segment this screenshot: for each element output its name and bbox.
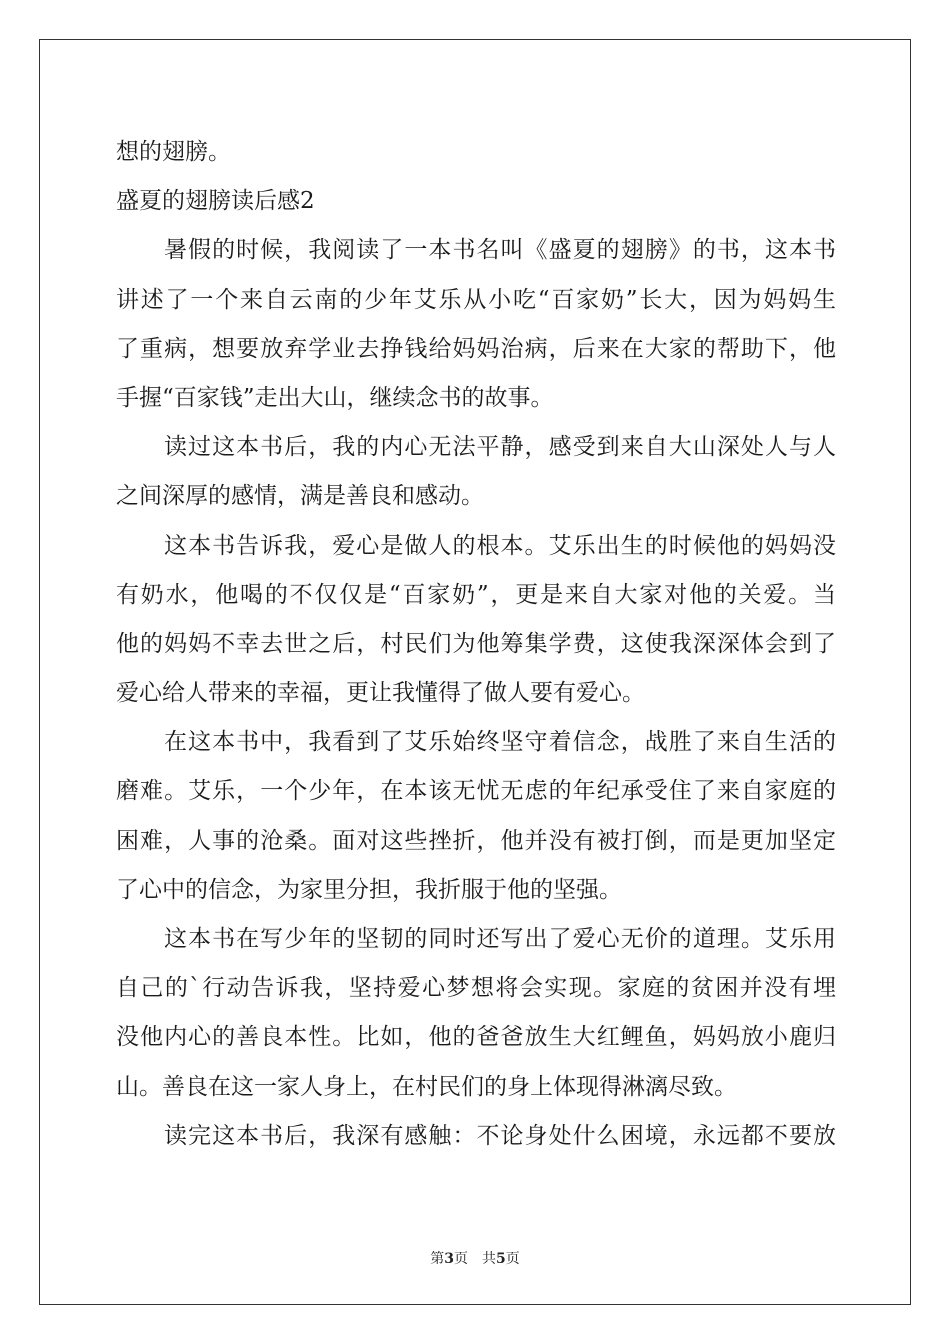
page-number: 3 [444,1251,454,1267]
text-line: 他的妈妈不幸去世之后，村民们为他筹集学费，这使我深深体会到了 [116,630,836,657]
text-line: 讲述了一个来自云南的少年艾乐从小吃“百家奶”长大，因为妈妈生 [116,286,836,313]
total-prefix: 共 [482,1251,496,1267]
document-body [116,128,836,1161]
total-suffix: 页 [505,1251,520,1267]
text-line: 爱心给人带来的幸福，更让我懂得了做人要有爱心。 [116,680,645,707]
text-line: 了心中的信念，为家里分担，我折服于他的坚强。 [116,876,622,903]
text-line: 想的翅膀。 [116,139,231,165]
page-footer [0,1248,950,1268]
text-line: 困难，人事的沧桑。面对这些挫折，他并没有被打倒，而是更加坚定 [116,827,836,854]
text-line: 山。善良在这一家人身上，在村民们的身上体现得淋漓尽致。 [116,1073,737,1100]
text-line: 手握“百家钱”走出大山，继续念书的故事。 [116,384,554,411]
text-line: 之间深厚的感情，满是善良和感动。 [116,483,484,510]
text-line: 这本书在写少年的坚韧的同时还写出了爱心无价的道理。艾乐用 [164,926,836,952]
text-line: 没他内心的善良本性。比如，他的爸爸放生大红鲤鱼，妈妈放小鹿归 [116,1024,836,1051]
text-line: 了重病，想要放弃学业去挣钱给妈妈治病，后来在大家的帮助下，他 [116,335,836,362]
text-line: 读完这本书后，我深有感触：不论身处什么困境，永远都不要放 [164,1122,836,1149]
text-line: 这本书告诉我，爱心是做人的根本。艾乐出生的时候他的妈妈没 [164,532,836,559]
page-prefix: 第 [430,1251,445,1267]
text-line: 自己的`行动告诉我，坚持爱心梦想将会实现。家庭的贫困并没有埋 [116,975,836,1002]
text-line: 有奶水，他喝的不仅仅是“百家奶”，更是来自大家对他的关爱。当 [116,581,836,608]
page-suffix: 页 [454,1251,468,1267]
text-line: 读过这本书后，我的内心无法平静，感受到来自大山深处人与人 [164,434,836,461]
text-line: 在这本书中，我看到了艾乐始终坚守着信念，战胜了来自生活的 [164,729,836,756]
section-heading: 盛夏的翅膀读后感2 [116,188,315,215]
total-pages: 5 [496,1251,506,1267]
text-line: 暑假的时候，我阅读了一本书名叫《盛夏的翅膀》的书，这本书 [164,237,836,264]
text-line: 磨难。艾乐，一个少年，在本该无忧无虑的年纪承受住了来自家庭的 [116,778,836,805]
